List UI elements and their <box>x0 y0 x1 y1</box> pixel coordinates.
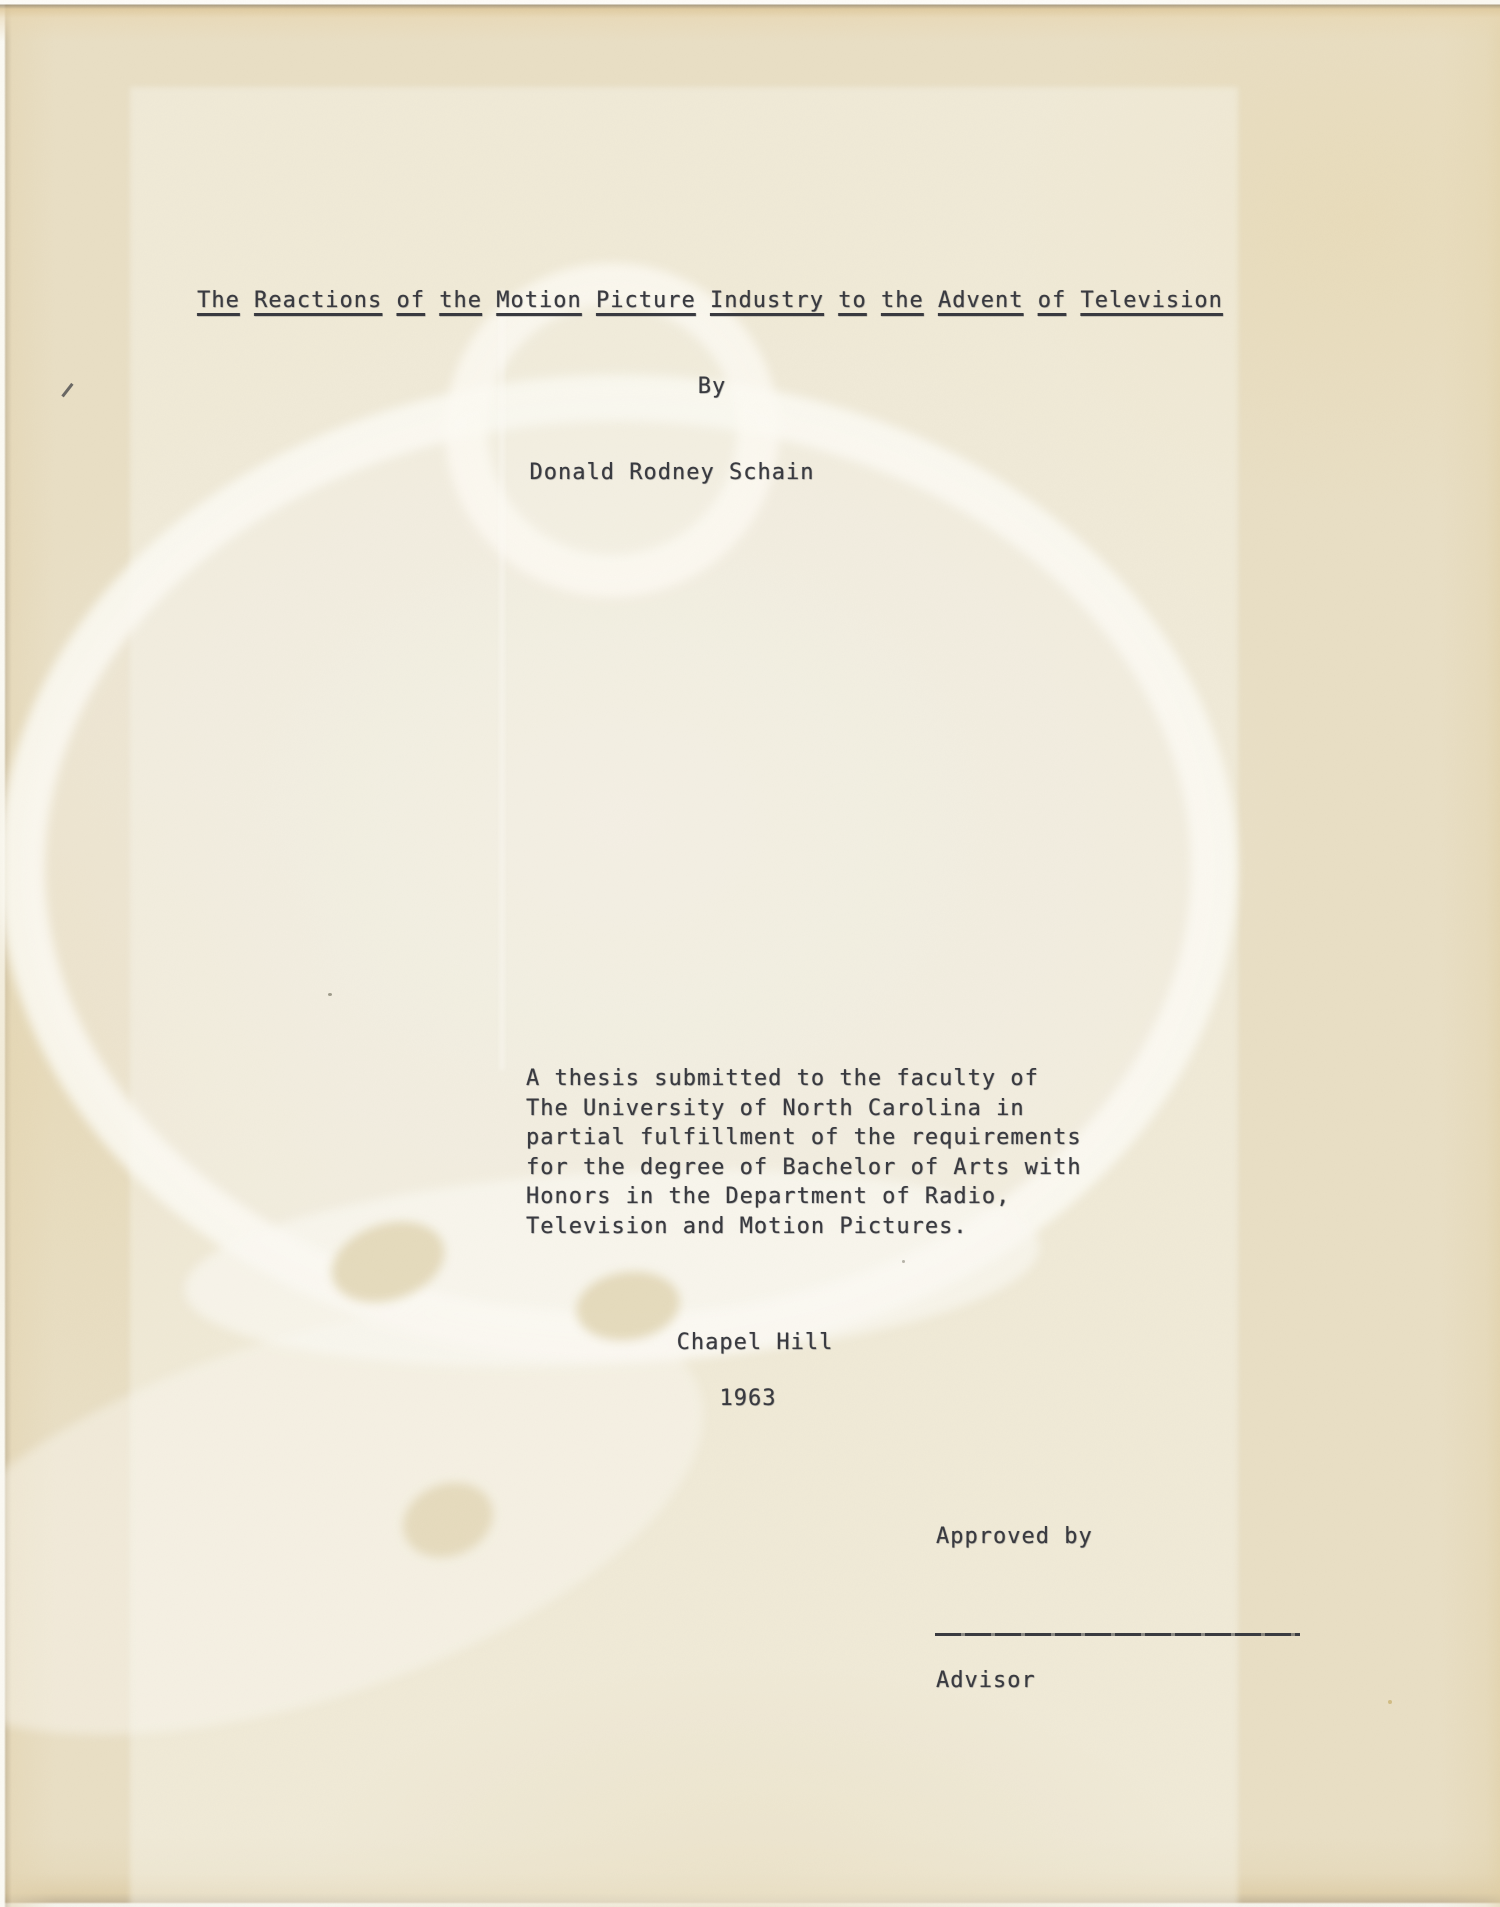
title-word: the <box>880 288 924 313</box>
title-word: to <box>838 288 867 313</box>
statement-line: partial fulfillment of the requirements <box>526 1125 1082 1150</box>
advisor-signature-line <box>935 1633 1300 1636</box>
title-word: Industry <box>710 288 824 313</box>
statement-line: A thesis submitted to the faculty of <box>526 1066 1039 1091</box>
approved-by-label: Approved by <box>936 1524 1093 1549</box>
paper-speck <box>1388 1700 1392 1704</box>
title-word: the <box>439 288 483 313</box>
statement-line: for the degree of Bachelor of Arts with <box>526 1154 1082 1180</box>
page-title <box>197 288 1223 313</box>
title-word: Reactions <box>254 288 383 313</box>
title-word: Picture <box>596 288 696 313</box>
thesis-statement <box>526 1064 1082 1241</box>
title-word: of <box>1037 288 1067 313</box>
byline-by-label: By <box>697 374 727 399</box>
imprint-place: Chapel Hill <box>676 1330 834 1355</box>
ink-speck <box>902 1260 905 1263</box>
title-word: Motion <box>496 288 582 313</box>
imprint-year: 1963 <box>719 1386 777 1411</box>
title-word: of <box>396 288 426 313</box>
statement-line: Honors in the Department of Radio, <box>526 1184 1011 1209</box>
statement-line: The University of North Carolina in <box>526 1095 1025 1121</box>
title-word: Television <box>1080 288 1223 313</box>
paper-crease <box>500 290 504 1070</box>
ink-speck <box>328 993 332 996</box>
title-word: Advent <box>937 288 1024 313</box>
title-word: The <box>197 288 240 313</box>
author-name: Donald Rodney Schain <box>529 460 815 485</box>
advisor-label: Advisor <box>936 1668 1036 1693</box>
statement-line: Television and Motion Pictures. <box>526 1213 968 1239</box>
